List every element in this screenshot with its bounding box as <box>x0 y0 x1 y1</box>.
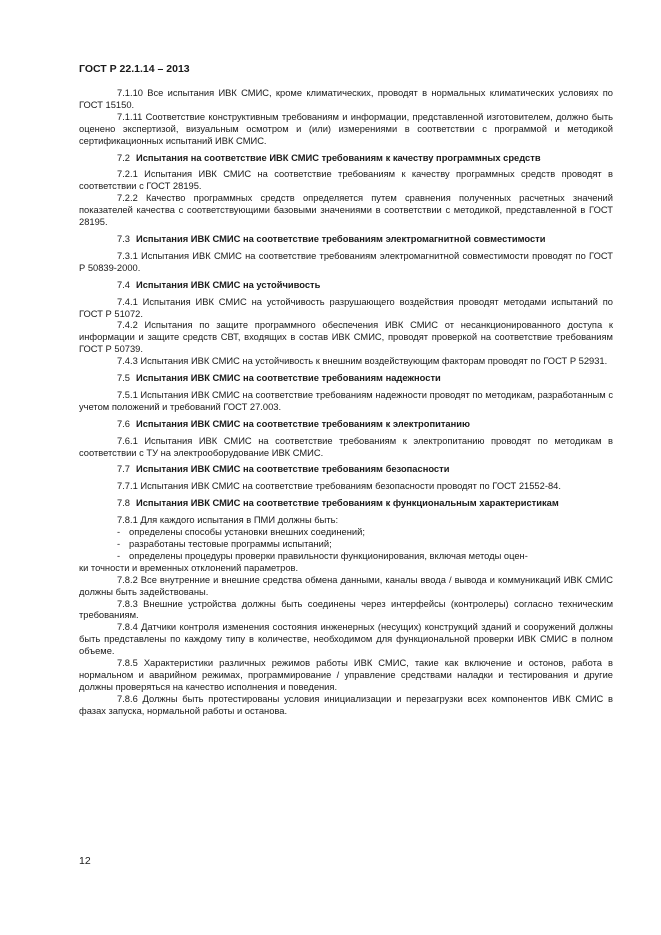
paragraph: 7.4.1 Испытания ИВК СМИС на устойчивость разрушающего воздействия проводят методами испытаний по ГОСТ Р 51072. <box>79 296 613 319</box>
list-dash: - <box>117 527 121 538</box>
page-number: 12 <box>79 855 91 867</box>
section-heading <box>79 234 613 246</box>
section-heading <box>79 464 613 476</box>
section-number: 7.5 <box>117 373 130 384</box>
section-title: Испытания ИВК СМИС на соответствие требованиям электромагнитной совместимости <box>136 233 546 244</box>
document-header: ГОСТ Р 22.1.14 – 2013 <box>79 63 190 75</box>
section-number: 7.6 <box>117 418 130 429</box>
paragraph: 7.8.5 Характеристики различных режимов работы ИВК СМИС, такие как включение и остонов, работа в нормальном и аварийном режимах, программирование / управление средствами наладки и тестирования и другие должны проверяться на качество исполнения и поведения. <box>79 658 613 692</box>
list-dash: - <box>117 550 121 561</box>
section-heading <box>79 419 613 431</box>
section-number: 7.7 <box>117 464 130 475</box>
list-item-text: определены процедуры проверки правильности функционирования, включая методы оцен- <box>129 550 528 561</box>
section-heading <box>79 280 613 292</box>
paragraph-continuation: ки точности и временных отклонений параметров. <box>79 562 299 573</box>
list-item-text: определены способы установки внешних соединений; <box>129 527 365 538</box>
paragraph: 7.1.10 Все испытания ИВК СМИС, кроме климатических, проводят в нормальных климатических условиях по ГОСТ 15150. <box>79 88 613 110</box>
section-title: Испытания ИВК СМИС на соответствие требованиям к функциональным характеристикам <box>136 498 559 509</box>
paragraph: 7.5.1 Испытания ИВК СМИС на соответствие требованиям надежности проводят по методикам, разработанным с учетом положений и требований ГОСТ 27.003. <box>79 389 613 412</box>
section-title: Испытания на соответствие ИВК СМИС требованиям к качеству программных средств <box>136 152 541 163</box>
section-heading <box>79 373 613 385</box>
paragraph: 7.8.3 Внешние устройства должны быть соединены через интерфейсы (контролеры) согласно техническим требованиям. <box>79 598 613 621</box>
paragraph: 7.3.1 Испытания ИВК СМИС на соответствие требованиям электромагнитной совместимости проводят по ГОСТ Р 50839-2000. <box>79 250 613 273</box>
list-item <box>79 551 613 563</box>
section-heading <box>79 498 613 510</box>
section-heading <box>79 153 613 165</box>
section-number: 7.2 <box>117 152 130 163</box>
section-title: Испытания ИВК СМИС на устойчивость <box>136 279 321 290</box>
paragraph: 7.8.6 Должны быть протестированы условия инициализации и перезагрузки всех компонентов ИВК СМИС в фазах запуска, нормальной работы и останова. <box>79 693 613 716</box>
paragraph: 7.1.11 Соответствие конструктивным требованиям и информации, представленной изготовителем, должно быть оценено экспертизой, визуальным осмотром и (или) измерениями в соответствии с программой и методикой сертификационных испытаний ИВК СМИС. <box>79 111 613 146</box>
list-item <box>79 527 613 539</box>
paragraph: 7.7.1 Испытания ИВК СМИС на соответствие требованиям безопасности проводят по ГОСТ 21552-84. <box>117 481 561 492</box>
section-title: Испытания ИВК СМИС на соответствие требованиям к электропитанию <box>136 418 470 429</box>
list-item <box>79 539 613 551</box>
paragraph: 7.2.1 Испытания ИВК СМИС на соответствие требованиям к качеству программных средств проводят в соответствии с ГОСТ 28195. <box>79 169 613 192</box>
section-title: Испытания ИВК СМИС на соответствие требованиям безопасности <box>136 464 450 475</box>
document-body <box>79 88 613 718</box>
paragraph: 7.8.4 Датчики контроля изменения состояния инженерных (несущих) конструкций зданий и сооружений должны быть представлены по каждому типу в количестве, необходимом для функциональной проверки ИВК СМИС в полном объеме. <box>79 622 613 657</box>
section-number: 7.3 <box>117 233 130 244</box>
section-number: 7.8 <box>117 498 130 509</box>
paragraph: 7.4.2 Испытания по защите программного обеспечения ИВК СМИС от несанкционированного доступа к информации и защите средств СВТ, входящих в состав ИВК СМИС, проводят проверкой на соответствие требованиям ГОСТ Р 50739. <box>79 320 613 355</box>
list-dash: - <box>117 539 121 549</box>
paragraph: 7.8.1 Для каждого испытания в ПМИ должны быть: <box>117 515 339 526</box>
paragraph: 7.6.1 Испытания ИВК СМИС на соответствие требованиям к электропитанию проводят по методикам в соответствии с ТУ на электрооборудование ИВК СМИС. <box>79 435 613 458</box>
list-item-text: разработаны тестовые программы испытаний; <box>129 539 332 549</box>
paragraph: 7.2.2 Качество программных средств определяется путем сравнения полученных расчетных значений показателей качества с соответствующими базовыми значениями в соответствии с методикой, представленной в ГОСТ 28195. <box>79 193 613 228</box>
paragraph: 7.4.3 Испытания ИВК СМИС на устойчивость к внешним воздействующим факторам проводят по ГОСТ Р 52931. <box>117 356 608 367</box>
section-number: 7.4 <box>117 279 130 290</box>
section-title: Испытания ИВК СМИС на соответствие требованиям надежности <box>136 373 441 384</box>
paragraph: 7.8.2 Все внутренние и внешние средства обмена данными, каналы ввода / вывода и коммуникаций ИВК СМИС должны быть задействованы. <box>79 574 613 597</box>
